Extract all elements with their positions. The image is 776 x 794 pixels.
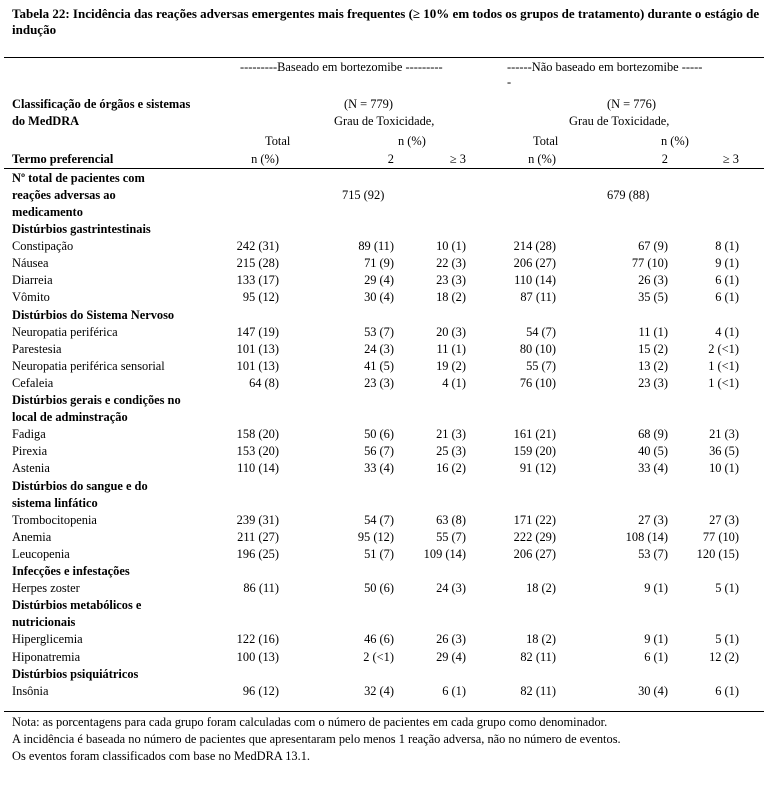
value-cell: 40 (5) (638, 444, 668, 459)
class-label-line1: Classificação de órgãos e sistemas (12, 97, 191, 111)
table-row (0, 358, 776, 375)
value-cell: 77 (10) (702, 529, 739, 544)
term-cell: Anemia (12, 529, 52, 544)
category-title: Distúrbios metabólicos e (12, 598, 142, 613)
value-cell: 36 (5) (709, 444, 739, 459)
term-cell: Náusea (12, 256, 49, 271)
value-cell: 9 (1) (644, 632, 668, 647)
table-row (0, 426, 776, 443)
value-cell: 96 (12) (242, 683, 279, 698)
table-row (0, 580, 776, 597)
value-cell: 13 (2) (638, 358, 668, 373)
value-cell: 5 (1) (715, 581, 739, 596)
value-cell: 21 (3) (709, 427, 739, 442)
value-cell: 4 (1) (442, 375, 466, 390)
value-cell: 161 (21) (513, 427, 556, 442)
value-cell: 15 (2) (638, 341, 668, 356)
value-cell: 35 (5) (638, 290, 668, 305)
value-cell: 53 (7) (638, 546, 668, 561)
top-rule (4, 57, 764, 58)
table-row (0, 460, 776, 477)
grade2-bortezomib: 2 (387, 152, 394, 166)
npct-grade-bortezomib: n (%) (398, 134, 426, 148)
term-cell: Trombocitopenia (12, 512, 97, 527)
value-cell: 8 (1) (715, 239, 739, 254)
note-2: A incidência é baseada no número de pacientes que apresentaram pelo menos 1 reação adversa, não no número de eventos. (12, 732, 621, 746)
value-cell: 30 (4) (364, 290, 394, 305)
value-cell: 101 (13) (236, 341, 279, 356)
value-cell: 25 (3) (436, 444, 466, 459)
value-cell: 122 (16) (236, 632, 279, 647)
value-cell: 86 (11) (243, 581, 279, 596)
value-cell: 95 (12) (357, 529, 394, 544)
value-cell: 50 (6) (364, 427, 394, 442)
value-cell: 6 (1) (715, 273, 739, 288)
value-cell: 206 (27) (513, 256, 556, 271)
total-patients-label-1: Nº total de pacientes com (12, 171, 145, 185)
total-patients-label-2: reações adversas ao (12, 188, 116, 202)
value-cell: 54 (7) (364, 512, 394, 527)
value-cell: 159 (20) (513, 444, 556, 459)
category-title: Distúrbios gastrintestinais (12, 222, 151, 236)
npct-total-non-bortezomib: n (%) (528, 152, 556, 166)
note-3: Os eventos foram classificados com base no MedDRA 13.1. (12, 749, 311, 763)
value-cell: 26 (3) (436, 632, 466, 647)
total-label-bortezomib: Total (265, 134, 291, 148)
value-cell: 30 (4) (638, 683, 668, 698)
value-cell: 133 (17) (236, 273, 279, 288)
value-cell: 5 (1) (715, 632, 739, 647)
value-cell: 53 (7) (364, 324, 394, 339)
category-title: local de adminstração (12, 410, 128, 425)
value-cell: 147 (19) (236, 324, 279, 339)
value-cell: 51 (7) (364, 546, 394, 561)
term-cell: Cefaleia (12, 375, 54, 390)
value-cell: 56 (7) (364, 444, 394, 459)
table-row (0, 272, 776, 289)
value-cell: 215 (28) (236, 256, 279, 271)
value-cell: 158 (20) (236, 427, 279, 442)
value-cell: 33 (4) (638, 461, 668, 476)
value-cell: 67 (9) (638, 239, 668, 254)
value-cell: 46 (6) (364, 632, 394, 647)
category-row (0, 495, 776, 512)
value-cell: 29 (4) (436, 649, 466, 664)
table-row (0, 529, 776, 546)
value-cell: 71 (9) (364, 256, 394, 271)
category-title: Distúrbios do sangue e do (12, 478, 148, 493)
category-row (0, 666, 776, 683)
value-cell: 16 (2) (436, 461, 466, 476)
value-cell: 26 (3) (638, 273, 668, 288)
category-title: Distúrbios psiquiátricos (12, 666, 139, 681)
n-bortezomib: (N = 779) (344, 97, 393, 111)
value-cell: 110 (14) (237, 461, 279, 476)
grade3-bortezomib: ≥ 3 (449, 152, 466, 166)
grade-label-non-bortezomib: Grau de Toxicidade, (569, 114, 670, 128)
value-cell: 24 (3) (364, 341, 394, 356)
value-cell: 64 (8) (249, 375, 279, 390)
value-cell: 100 (13) (236, 649, 279, 664)
value-cell: 82 (11) (520, 683, 556, 698)
value-cell: 21 (3) (436, 427, 466, 442)
header-rule (4, 168, 764, 169)
value-cell: 91 (12) (519, 461, 556, 476)
grade2-non-bortezomib: 2 (661, 152, 668, 166)
category-row (0, 409, 776, 426)
category-row (0, 392, 776, 409)
value-cell: 18 (2) (436, 290, 466, 305)
value-cell: 87 (11) (520, 290, 556, 305)
term-cell: Herpes zoster (12, 581, 80, 596)
value-cell: 80 (10) (519, 341, 556, 356)
value-cell: 11 (1) (436, 341, 466, 356)
grade3-non-bortezomib: ≥ 3 (722, 152, 739, 166)
table-row (0, 255, 776, 272)
total-patients-label-3: medicamento (12, 205, 83, 219)
value-cell: 12 (2) (709, 649, 739, 664)
value-cell: 89 (11) (358, 239, 394, 254)
value-cell: 82 (11) (520, 649, 556, 664)
term-cell: Neuropatia periférica (12, 324, 118, 339)
npct-total-bortezomib: n (%) (251, 152, 279, 166)
category-title: Distúrbios gerais e condições no (12, 393, 181, 407)
group-header-bortezomib: ---------Baseado em bortezomibe --------- (240, 60, 443, 74)
category-row (0, 478, 776, 495)
value-cell: 4 (1) (715, 324, 739, 339)
n-non-bortezomib: (N = 776) (607, 97, 656, 111)
value-cell: 18 (2) (526, 632, 556, 647)
value-cell: 2 (<1) (363, 649, 394, 664)
table-row (0, 649, 776, 666)
value-cell: 211 (27) (237, 529, 279, 544)
total-label-non-bortezomib: Total (533, 134, 559, 148)
value-cell: 23 (3) (436, 273, 466, 288)
value-cell: 76 (10) (519, 375, 556, 390)
value-cell: 6 (1) (442, 683, 466, 698)
value-cell: 110 (14) (514, 273, 556, 288)
total-patients-bortezomib: 715 (92) (342, 188, 385, 202)
npct-grade-non-bortezomib: n (%) (661, 134, 689, 148)
value-cell: 29 (4) (364, 273, 394, 288)
table-row (0, 443, 776, 460)
value-cell: 10 (1) (436, 239, 466, 254)
class-label-line2: do MedDRA (12, 114, 80, 128)
value-cell: 214 (28) (513, 239, 556, 254)
value-cell: 20 (3) (436, 324, 466, 339)
value-cell: 41 (5) (364, 358, 394, 373)
group-header-non-bortezomib: ------Não baseado em bortezomibe ----- (507, 60, 703, 74)
term-cell: Astenia (12, 461, 50, 476)
term-cell: Hiperglicemia (12, 632, 83, 647)
value-cell: 2 (<1) (708, 341, 739, 356)
term-cell: Fadiga (12, 427, 46, 442)
value-cell: 55 (7) (526, 358, 556, 373)
value-cell: 1 (<1) (708, 375, 739, 390)
term-cell: Leucopenia (12, 546, 70, 561)
value-cell: 32 (4) (364, 683, 394, 698)
table-row (0, 341, 776, 358)
value-cell: 68 (9) (638, 427, 668, 442)
value-cell: 55 (7) (436, 529, 466, 544)
table-row (0, 238, 776, 255)
value-cell: 24 (3) (436, 581, 466, 596)
value-cell: 206 (27) (513, 546, 556, 561)
value-cell: 108 (14) (625, 529, 668, 544)
value-cell: 6 (1) (715, 290, 739, 305)
grade-label-bortezomib: Grau de Toxicidade, (334, 114, 435, 128)
table-row (0, 375, 776, 392)
value-cell: 23 (3) (638, 375, 668, 390)
term-label: Termo preferencial (12, 152, 114, 166)
value-cell: 27 (3) (709, 512, 739, 527)
value-cell: 109 (14) (423, 546, 466, 561)
value-cell: 101 (13) (236, 358, 279, 373)
value-cell: 27 (3) (638, 512, 668, 527)
value-cell: 120 (15) (696, 546, 739, 561)
value-cell: 10 (1) (709, 461, 739, 476)
value-cell: 18 (2) (526, 581, 556, 596)
value-cell: 77 (10) (631, 256, 668, 271)
value-cell: 153 (20) (236, 444, 279, 459)
term-cell: Pirexia (12, 444, 48, 459)
term-cell: Neuropatia periférica sensorial (12, 358, 165, 373)
table-row (0, 546, 776, 563)
value-cell: 63 (8) (436, 512, 466, 527)
term-cell: Insônia (12, 683, 49, 698)
total-patients-non-bortezomib: 679 (88) (607, 188, 650, 202)
table-row (0, 289, 776, 306)
value-cell: 171 (22) (513, 512, 556, 527)
header-row-terms (0, 151, 776, 168)
note-1: Nota: as porcentagens para cada grupo foram calculadas com o número de pacientes em cada grupo como denominador. (12, 715, 608, 729)
term-cell: Parestesia (12, 341, 62, 356)
category-title: Infecções e infestações (12, 564, 130, 578)
bottom-rule (4, 711, 764, 712)
category-row (0, 307, 776, 324)
category-row (0, 597, 776, 614)
category-row (0, 563, 776, 580)
value-cell: 9 (1) (644, 581, 668, 596)
value-cell: 19 (2) (436, 358, 466, 373)
value-cell: 95 (12) (242, 290, 279, 305)
value-cell: 222 (29) (513, 529, 556, 544)
value-cell: 239 (31) (236, 512, 279, 527)
value-cell: 50 (6) (364, 581, 394, 596)
value-cell: 9 (1) (715, 256, 739, 271)
table-row (0, 324, 776, 341)
term-cell: Constipação (12, 239, 74, 254)
category-row (0, 614, 776, 631)
term-cell: Vômito (12, 290, 50, 305)
table-row (0, 683, 776, 700)
value-cell: 242 (31) (236, 239, 279, 254)
table-notes (12, 714, 764, 765)
value-cell: 33 (4) (364, 461, 394, 476)
value-cell: 6 (1) (715, 683, 739, 698)
term-cell: Diarreia (12, 273, 53, 288)
value-cell: 196 (25) (236, 546, 279, 561)
table-caption: Tabela 22: Incidência das reações adversas emergentes mais frequentes (≥ 10% em todos os grupos de tratamento) durante o estágio de indução (12, 6, 760, 37)
category-title: sistema linfático (12, 495, 98, 510)
category-title: Distúrbios do Sistema Nervoso (12, 307, 175, 322)
category-row (0, 221, 776, 238)
table-row (0, 512, 776, 529)
table-row (0, 631, 776, 648)
category-title: nutricionais (12, 615, 76, 630)
value-cell: 11 (1) (638, 324, 668, 339)
value-cell: 23 (3) (364, 375, 394, 390)
value-cell: 1 (<1) (708, 358, 739, 373)
group-header-non-bortezomib-cont: - (507, 75, 512, 89)
value-cell: 22 (3) (436, 256, 466, 271)
value-cell: 54 (7) (526, 324, 556, 339)
value-cell: 6 (1) (644, 649, 668, 664)
term-cell: Hiponatremia (12, 649, 81, 664)
